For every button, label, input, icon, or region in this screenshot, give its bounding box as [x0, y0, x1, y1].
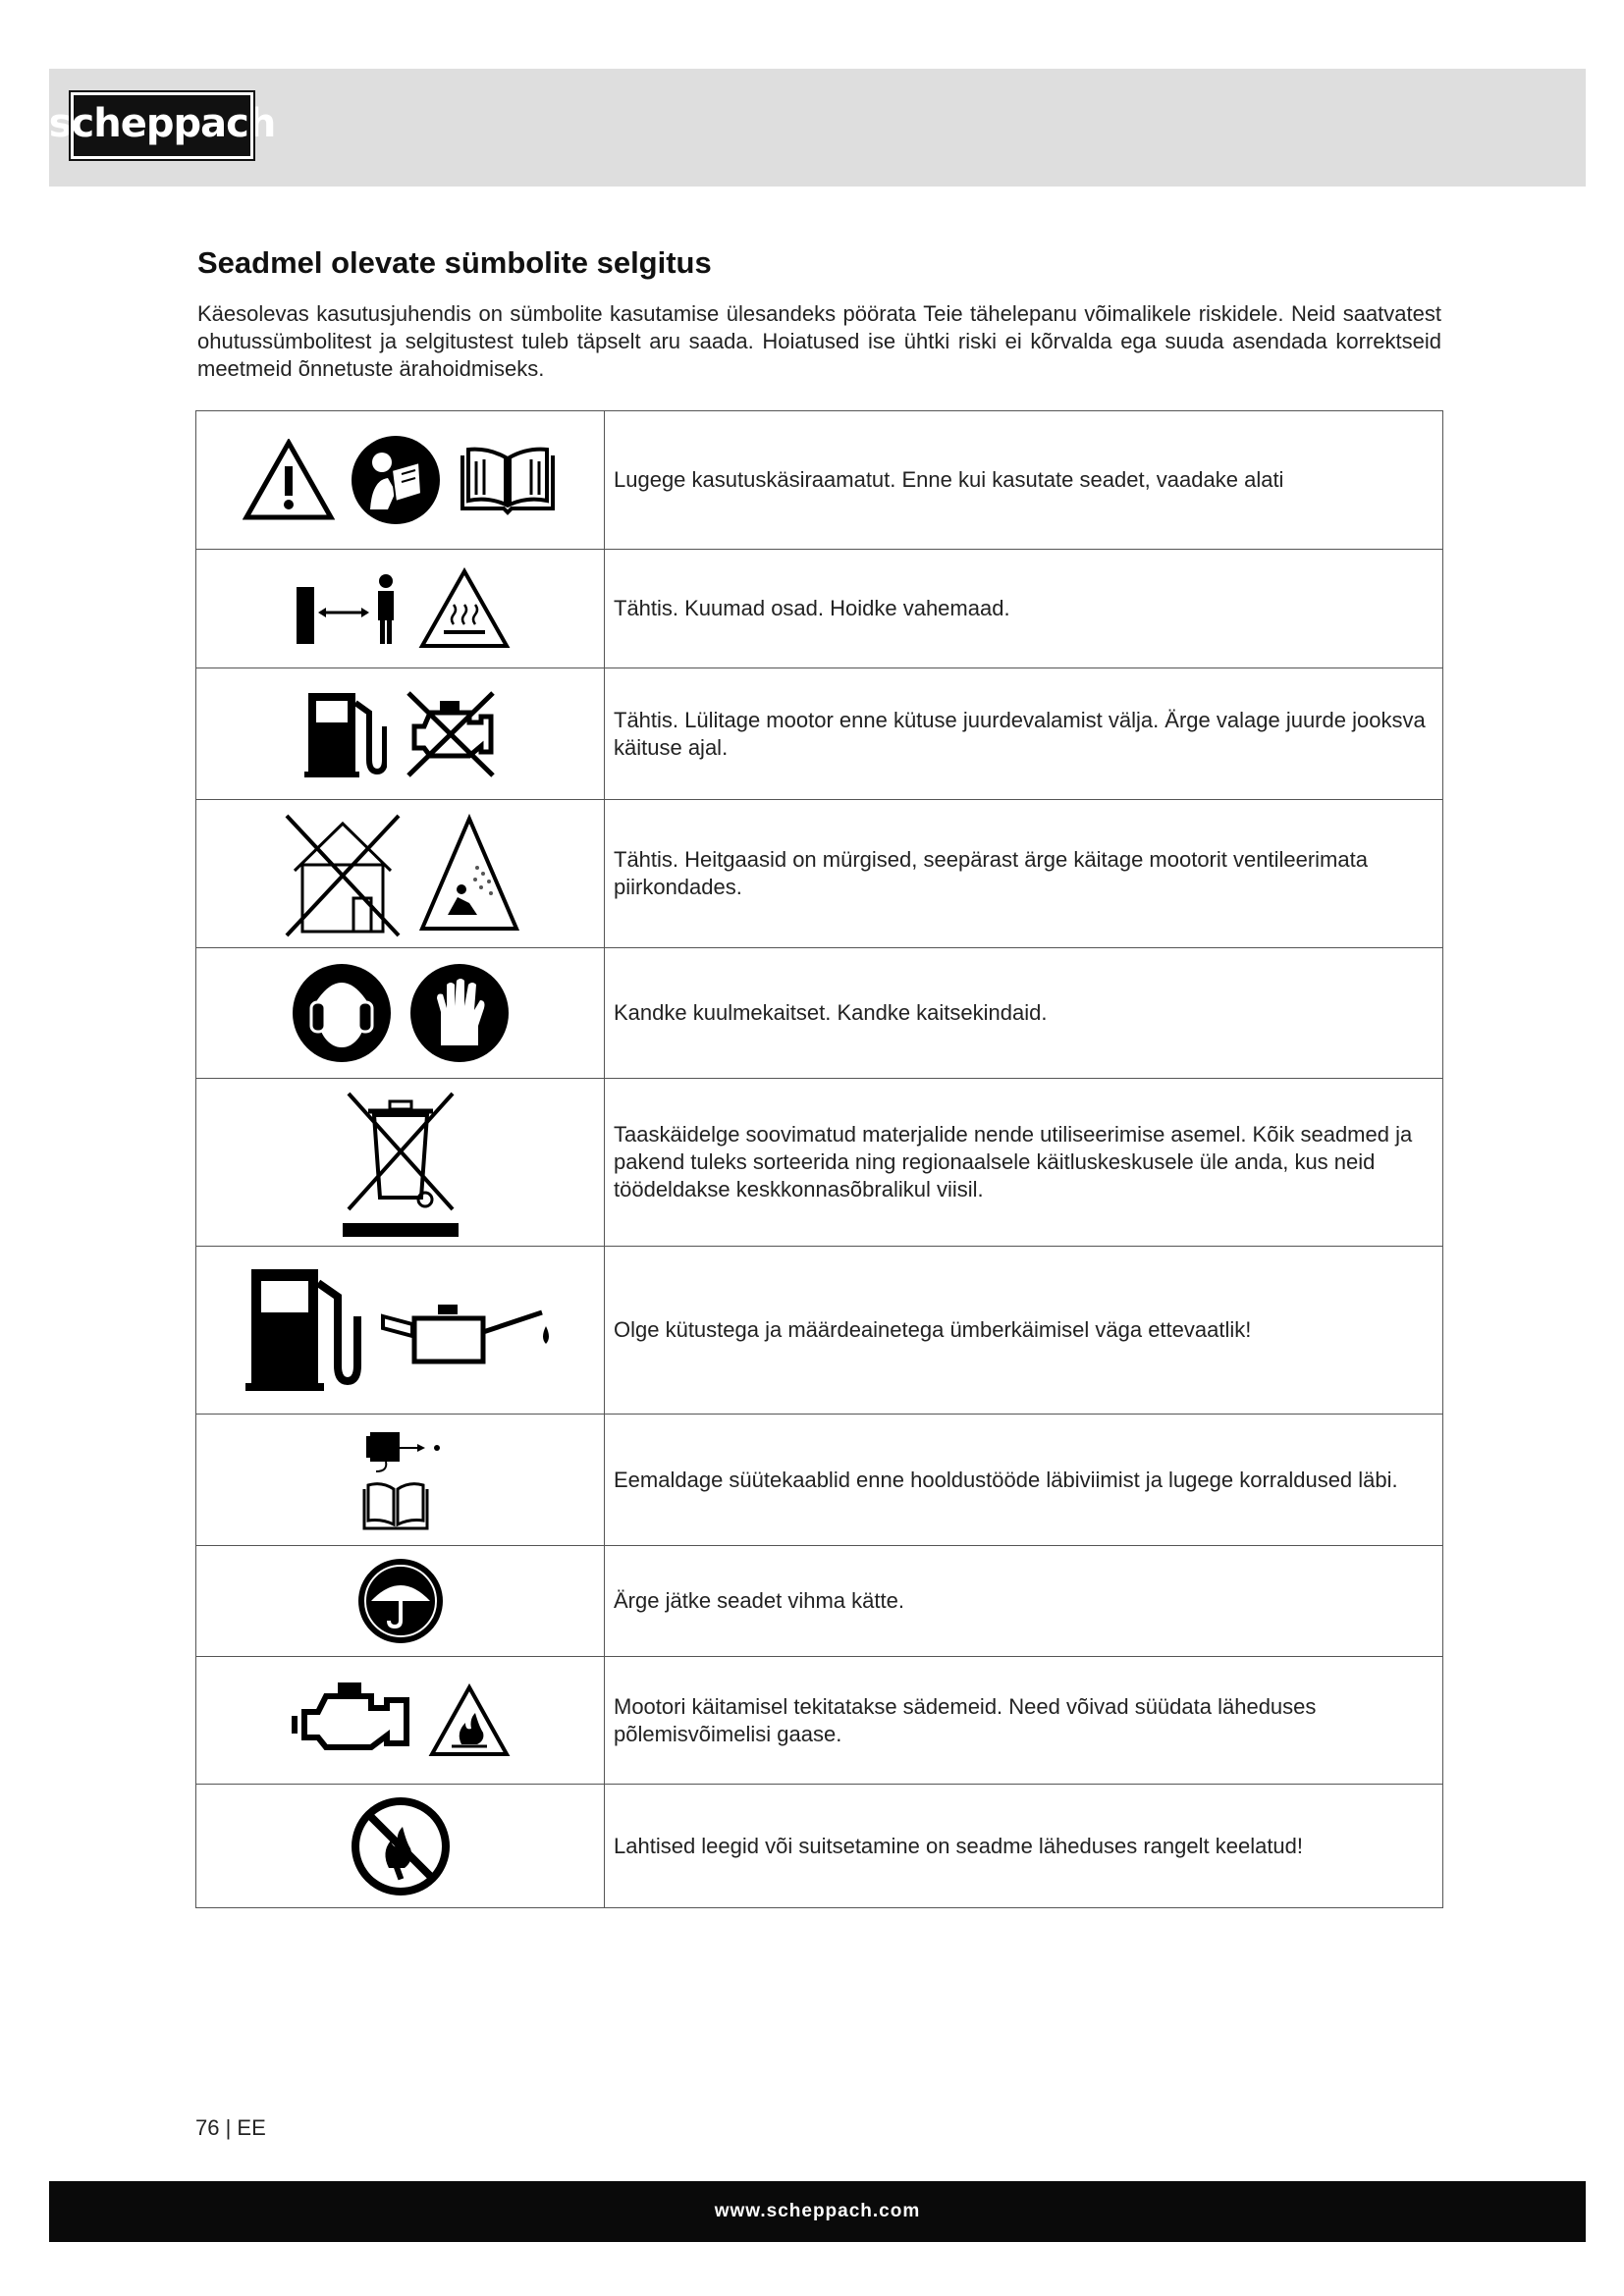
page-number: 76 | EE [195, 2115, 266, 2140]
table-row [196, 1247, 1443, 1415]
icon-cell [196, 1079, 605, 1247]
table-row [196, 800, 1443, 948]
table-row [196, 948, 1443, 1079]
icon-cell [196, 1785, 605, 1908]
icon-cell [196, 1415, 605, 1546]
engine-off-icon [401, 687, 499, 781]
table-row [196, 1657, 1443, 1785]
row-description: Eemaldage süütekaablid enne hooldustööde läbiviimist ja lugege korraldused läbi. [605, 1415, 1443, 1546]
icon-cell [196, 800, 605, 948]
row-description: Tähtis. Lülitage mootor enne kütuse juurdevalamist välja. Ärge valage juurde jooksva käituse ajal. [605, 668, 1443, 800]
keep-distance-icon [291, 569, 405, 648]
row-description: Olge kütustega ja määrdeainetega ümberkäimisel väga ettevaatlik! [605, 1247, 1443, 1415]
umbrella-icon [355, 1556, 446, 1646]
table-row [196, 1415, 1443, 1546]
fuel-pump-icon [242, 1261, 363, 1399]
no-open-flame-icon [350, 1795, 452, 1897]
table-row [196, 1546, 1443, 1657]
footer-band [49, 2181, 1586, 2242]
row-description: Tähtis. Kuumad osad. Hoidke vahemaad. [605, 550, 1443, 668]
open-book-icon [457, 444, 559, 516]
table-row [196, 411, 1443, 550]
no-indoor-use-icon [281, 810, 405, 937]
icon-cell [196, 411, 605, 550]
table-row [196, 668, 1443, 800]
row-description: Mootori käitamisel tekitatakse sädemeid. Need võivad süüdata läheduses põlemisvõimelisi gaase. [605, 1657, 1443, 1785]
icon-cell [196, 668, 605, 800]
row-description: Tähtis. Heitgaasid on mürgised, seepärast ärge käitage mootorit ventileerimata piirkondades. [605, 800, 1443, 948]
table-row [196, 550, 1443, 668]
toxic-fumes-icon [418, 813, 520, 934]
weee-bin-icon [339, 1084, 462, 1241]
row-description: Taaskäidelge soovimatud materjalide nende utiliseerimise asemel. Kõik seadmed ja pakend tuleks sorteerida ning regionaalsele käitluskeskusele üle anda, kus neid töödeldakse keskkonnasõbralikul viisil. [605, 1079, 1443, 1247]
ear-protection-icon [290, 961, 394, 1065]
header-band [49, 69, 1586, 187]
icon-cell [196, 1247, 605, 1415]
table-row [196, 1079, 1443, 1247]
row-description: Lahtised leegid või suitsetamine on seadme läheduses rangelt keelatud! [605, 1785, 1443, 1908]
flammable-warning-icon [428, 1683, 511, 1758]
spark-plug-manual-icon [356, 1426, 445, 1534]
fuel-pump-icon [302, 687, 387, 781]
icon-cell [196, 1546, 605, 1657]
scheppach-logo: scheppach [71, 92, 253, 159]
row-description: Ärge jätke seadet vihma kätte. [605, 1546, 1443, 1657]
gloves-icon [407, 961, 512, 1065]
oil-can-icon [377, 1283, 560, 1377]
page-title: Seadmel olevate sümbolite selgitus [197, 245, 712, 280]
symbols-table [195, 410, 1443, 1908]
read-manual-icon [349, 433, 443, 527]
icon-cell [196, 948, 605, 1079]
icon-cell [196, 1657, 605, 1785]
table-row [196, 1785, 1443, 1908]
icon-cell [196, 550, 605, 668]
row-description: Lugege kasutuskäsiraamatut. Enne kui kasutate seadet, vaadake alati [605, 411, 1443, 550]
hot-surface-icon [418, 567, 511, 650]
intro-paragraph: Käesolevas kasutusjuhendis on sümbolite kasutamise ülesandeks pöörata Teie tähelepanu võimalikele riskidele. Neid saatvatest ohutussümbolitest ja selgitustest tuleb täpselt aru saada. Hoiatused ise ühtki riski ei kõrvalda ega suuda asendada korrektseid meetmeid õnnetuste ärahoidmiseks. [197, 301, 1441, 381]
row-description: Kandke kuulmekaitset. Kandke kaitsekindaid. [605, 948, 1443, 1079]
footer-url[interactable]: www.scheppach.com [714, 2201, 921, 2221]
engine-icon [291, 1677, 414, 1765]
warning-triangle-icon [243, 439, 335, 521]
